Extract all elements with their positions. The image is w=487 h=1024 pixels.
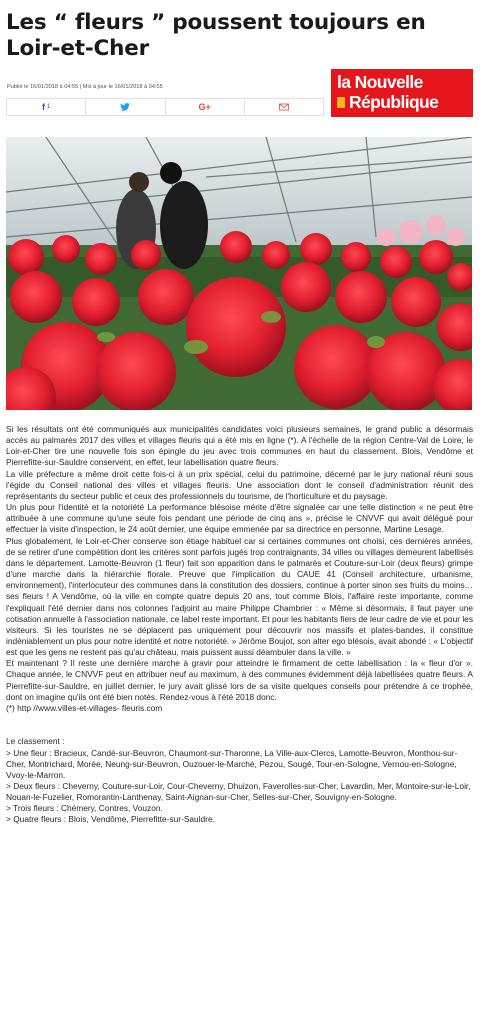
ranking-item: > Quatre fleurs : Blois, Vendôme, Pierrefitte-sur-Sauldre.	[6, 814, 215, 825]
paragraph-1: Si les résultats ont été communiqués aux municipalités candidates voici plusieurs semaines, le grand public a désormais accès au palmarès 2017 des villes et villages fleuris qui a été mis en ligne (*). A l'échelle de la région Centre-Val de Loire, le Loir-et-Cher tire une nouvelle fois son épingle du jeu avec trois communes en haut du classement. Blois, Vendôme et Pierrefitte-sur-Sauldre conservent, en effet, leur labellisation quatre fleurs.	[6, 424, 473, 468]
google-plus-share-button[interactable]	[166, 99, 245, 115]
logo-line-2: République	[337, 92, 468, 112]
logo-line-1: la Nouvelle	[337, 72, 423, 92]
envelope-icon	[279, 103, 289, 111]
source-link[interactable]: (*) http //www.villes-et-villages- fleuris.com	[6, 702, 163, 713]
ranking-list	[6, 736, 473, 825]
share-bar	[6, 98, 324, 116]
paragraph-2: La ville préfecture a même droit cette fois-ci à un prix spécial, celui du patrimoine, décerné par le jury national réuni sous l'égide du Conseil national des villes et villages fleuris. Une association dont le conseil d'administration réunit des représentants du secteur public et ceux des professionnels du tourisme, de l'horticulture et du paysage.	[6, 468, 473, 501]
ranking-item: > Deux fleurs : Cheverny, Couture-sur-Loir, Cour-Cheverny, Dhuizon, Faverolles-sur-Cher, Lavardin, Mer, Montoire-sur-le-Loir, Nouan-le-Fuzelier, Romorantin-Lanthenay, Saint-Aignan-sur-Cher, Selles-sur-Cher, Souvigny-en-Sologne.	[6, 780, 471, 803]
article-meta: Publié le 16/01/2018 à 04:55 | Mis à jour le 16/01/2018 à 04:55	[7, 84, 163, 90]
article-photo	[6, 137, 472, 410]
ranking-item: > Une fleur : Bracieux, Candé-sur-Beuvron, Chaumont-sur-Tharonne, La Ville-aux-Clercs, Lamotte-Beuvron, Monthou-sur-Cher, Montrichard, Morée, Neung-sur-Beuvron, Ouzouer-le-Marché, Pezou, Sougé, Tour-en-Sologne, Vernou-en-Sologne, Vvoy-le-Marron.	[6, 747, 458, 780]
facebook-icon: f	[41, 102, 45, 112]
article-title: Les “ fleurs ” poussent toujours en Loir-et-Cher	[6, 10, 426, 61]
twitter-icon	[120, 103, 130, 111]
mail-share-button[interactable]	[245, 99, 323, 115]
twitter-share-button[interactable]	[86, 99, 165, 115]
ranking-item: > Trois fleurs : Chémery, Contres, Vouzon.	[6, 803, 163, 814]
article-body	[6, 424, 473, 826]
logo-mark-icon	[337, 97, 345, 108]
facebook-share-button[interactable]	[7, 99, 86, 115]
facebook-count: 1	[46, 104, 51, 110]
paragraph-3: Un plus pour l'identité et la notoriété La performance blésoise mérite d'être signalée car une telle distinction « ne peut être attribuée à une commune qu'une seule fois pendant une période de cinq ans », précise le CNVVF qui avait délégué pour effectuer la visite d'inspection, le 24 août dernier, une équipe emmenée par sa directrice en personne, Martine Lesage.	[6, 502, 473, 535]
google-plus-icon: G+	[198, 102, 211, 112]
ranking-heading: Le classement :	[6, 736, 65, 747]
brand-logo[interactable]	[331, 69, 473, 117]
paragraph-4: Plus globalement, le Loir-et-Cher conserve son étiage habituel car si certaines communes ont choisi, ces dernières années, de se retirer d'une compétition dont les critères sont parfois jugés trop contraignants, 34 villes ou villages demeurent labellisés dans le département. Lamotte-Beuvron (1 fleur) fait son apparition dans le palmarès et Couture-sur-Loir (deux fleurs) grimpe d'une marche dans la hiérarchie florale. Preuve que l'implication du CAUE 41 (Conseil architecture, urbanisme, environnement), l'interlocuteur des communes dans la constitution des dossiers, continue à porter sinon ses fruits du moins… ses fleurs ! A Vendôme, où la ville en compte quatre depuis 20 ans, tout comme Blois, l'affaire reste importante, comme l'expliquait l'été dernier dans nos colonnes l'adjoint au maire Philippe Chambrier : « Même si désormais, il faut payer une cotisation annuelle à l'association nationale, ce label reste important. Et pour les habitants fiers de leur cadre de vie et pour les visiteurs. Si les touristes ne se déplacent pas uniquement pour découvrir nos massifs et plates-bandes, il constitue indéniablement un plus pour notre identité et notre notoriété. » Jérôme Boujot, son alter ego blésois, avait abondé : « L'objectif est que les gens ne restent pas qu'au château, mais puissent aussi déambuler dans la ville. »	[6, 535, 473, 658]
paragraph-5: Et maintenant ? Il reste une dernière marche à gravir pour atteindre le firmament de cette labellisation : la « fleur d'or ». Chaque année, le CNVVF peut en attribuer neuf au maximum, à des communes évidemment déjà labellisées quatre fleurs. A Pierrefitte-sur-Sauldre, en juillet dernier, le jury avait glissé lors de sa visite quelques conseils pour prétendre à ce trophée, dont on imagine qu'ils ont été bien notés. Rendez-vous à l'été 2018 donc.	[6, 658, 473, 702]
